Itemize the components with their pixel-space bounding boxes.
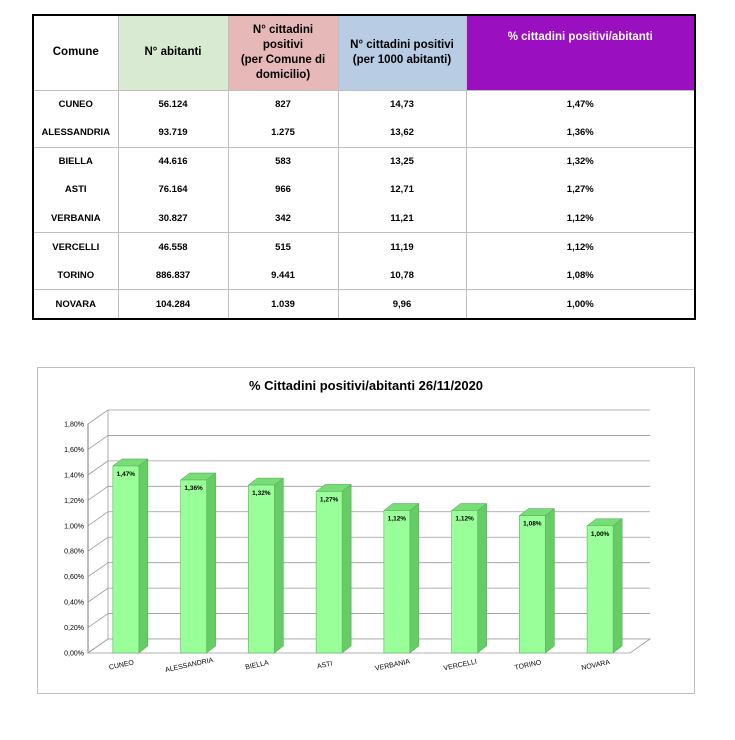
gridline-diagonal (88, 410, 108, 424)
cell-pct: 1,36% (466, 119, 694, 148)
cell-abitanti: 93.719 (118, 119, 228, 148)
cell-comune: ASTI (34, 176, 118, 205)
header-positivi-line4: domicilio) (255, 68, 311, 81)
data-label: 1,36% (184, 484, 203, 492)
table-row (34, 204, 694, 233)
table-row (34, 90, 694, 119)
data-table-container (32, 14, 696, 320)
y-tick-label: 1,40% (64, 472, 84, 480)
gridline-diagonal (88, 435, 108, 449)
x-tick-label: VERBANIA (374, 658, 411, 673)
bar-side (478, 504, 487, 653)
cell-comune: NOVARA (34, 290, 118, 319)
data-label: 1,00% (590, 530, 610, 538)
cell-abitanti: 886.837 (118, 261, 228, 290)
bar-side (545, 509, 554, 653)
bar (113, 466, 139, 653)
y-tick-label: 1,20% (64, 497, 84, 505)
y-tick-label: 1,60% (64, 446, 84, 454)
cell-abitanti: 104.284 (118, 290, 228, 319)
bar (384, 511, 410, 653)
bar (316, 491, 342, 653)
header-pct: % cittadini positivi/abitanti (466, 16, 694, 90)
gridline-diagonal (88, 461, 108, 475)
bar-side (207, 473, 216, 653)
x-tick-label: ASTI (316, 660, 334, 671)
data-label: 1,12% (387, 515, 407, 523)
header-positivi-line3: (per Comune di (240, 53, 326, 66)
gridline-diagonal (88, 512, 108, 526)
table-row (34, 290, 694, 319)
cell-per1000: 13,62 (338, 119, 466, 148)
cell-positivi: 966 (228, 176, 338, 205)
bar (181, 480, 207, 653)
cell-comune: BIELLA (34, 147, 118, 176)
header-comune: Comune (34, 16, 118, 90)
cell-positivi: 9.441 (228, 261, 338, 290)
chart-floor (88, 639, 650, 653)
bar (519, 516, 545, 653)
cell-pct: 1,08% (466, 261, 694, 290)
cell-pct: 1,47% (566, 99, 594, 110)
header-positivi (228, 16, 338, 90)
cell-comune: VERBANIA (34, 204, 118, 233)
table-row (34, 119, 694, 148)
bar-side (613, 519, 622, 653)
header-per1000-line1: N° cittadini positivi (350, 38, 454, 51)
cell-comune: TORINO (34, 261, 118, 290)
data-label: 1,12% (455, 515, 474, 523)
cell-pct: 1,00% (566, 298, 594, 310)
cell-positivi: 583 (228, 147, 338, 176)
cell-positivi: 1.039 (228, 290, 338, 319)
header-abitanti: N° abitanti (118, 16, 228, 90)
header-positivi-line1: N° cittadini (252, 23, 314, 36)
cell-per1000: 14,73 (338, 90, 466, 119)
y-tick-label: 0,80% (64, 548, 84, 556)
bar (452, 511, 478, 653)
data-table (34, 16, 694, 318)
x-tick-label: ALESSANDRIA (164, 657, 215, 675)
cell-abitanti: 56.124 (118, 90, 228, 119)
cell-per1000: 13,25 (338, 147, 466, 176)
header-per1000 (338, 16, 466, 90)
cell-positivi: 515 (228, 233, 338, 262)
y-tick-label: 0,00% (64, 650, 84, 658)
y-tick-label: 0,20% (64, 625, 84, 633)
cell-abitanti: 46.558 (118, 233, 228, 262)
header-per1000-line2: (per 1000 abitanti) (352, 53, 452, 66)
table-row (34, 261, 694, 290)
table-row (34, 147, 694, 176)
gridline-diagonal (88, 486, 108, 500)
cell-positivi: 1.275 (228, 119, 338, 148)
bar-side (342, 484, 351, 653)
data-label: 1,27% (319, 496, 339, 504)
data-label: 1,47% (116, 470, 136, 478)
bar (587, 526, 613, 653)
cell-abitanti: 44.616 (118, 147, 228, 176)
bar (248, 485, 274, 653)
cell-comune: ALESSANDRIA (34, 119, 118, 148)
table-row (34, 176, 694, 205)
cell-positivi: 827 (228, 90, 338, 119)
gridline-diagonal (88, 563, 108, 577)
x-tick-label: CUNEO (108, 659, 135, 672)
cell-per1000: 9,96 (338, 290, 466, 319)
cell-abitanti: 76.164 (118, 176, 228, 205)
gridline-diagonal (88, 614, 108, 628)
gridline-diagonal (88, 588, 108, 602)
bar-side (139, 459, 148, 653)
bar-side (410, 504, 419, 653)
header-positivi-line2: positivi (262, 38, 304, 51)
data-label: 1,32% (252, 490, 271, 498)
y-tick-label: 1,80% (64, 421, 84, 429)
cell-comune: CUNEO (34, 90, 118, 119)
bar-side (274, 478, 283, 653)
cell-pct: 1,12% (466, 204, 694, 233)
cell-pct: 1,27% (566, 184, 594, 196)
cell-per1000: 11,19 (338, 233, 466, 262)
y-tick-label: 1,00% (64, 523, 84, 531)
table-row (34, 233, 694, 262)
chart-title: % Cittadini positivi/abitanti 26/11/2020 (248, 378, 484, 393)
x-tick-label: BIELLA (244, 659, 270, 672)
table-header-row (34, 16, 694, 90)
y-tick-label: 0,60% (64, 574, 84, 582)
bar-chart (38, 368, 694, 693)
cell-per1000: 10,78 (338, 261, 466, 290)
cell-per1000: 11,21 (338, 204, 466, 233)
cell-abitanti: 30.827 (118, 204, 228, 233)
cell-positivi: 342 (228, 204, 338, 233)
x-tick-label: TORINO (514, 659, 543, 672)
x-tick-label: NOVARA (580, 659, 611, 672)
y-tick-label: 0,40% (64, 599, 84, 607)
cell-per1000: 12,71 (338, 176, 466, 205)
data-label: 1,08% (523, 520, 542, 528)
gridline-diagonal (88, 537, 108, 551)
cell-pct: 1,12% (566, 241, 594, 253)
x-tick-label: VERCELLI (443, 658, 478, 673)
cell-pct: 1,32% (566, 156, 594, 167)
chart-frame (37, 367, 695, 694)
cell-comune: VERCELLI (34, 233, 118, 262)
